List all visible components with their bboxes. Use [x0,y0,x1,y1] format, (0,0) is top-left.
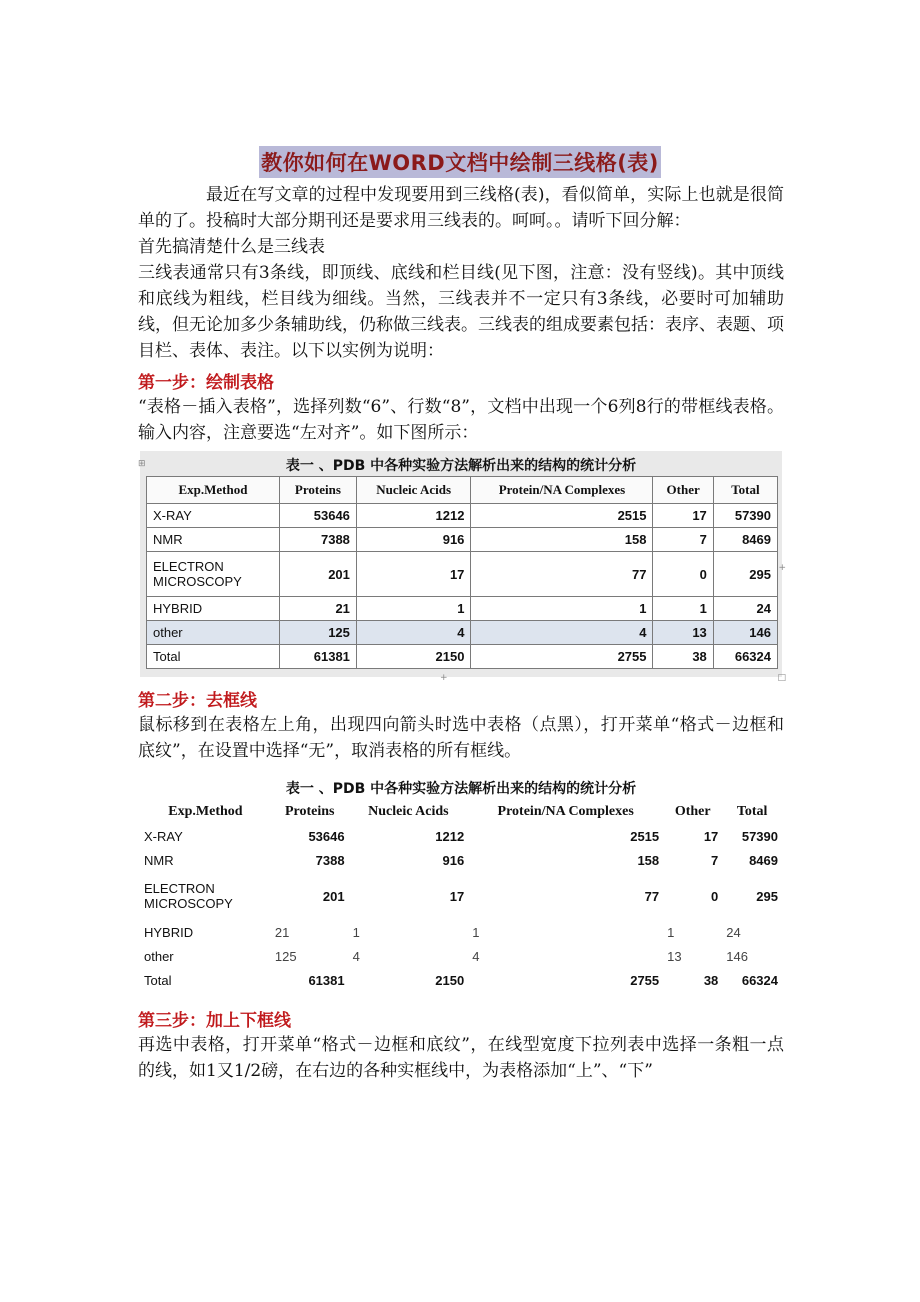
cell-other: 7 [653,528,713,552]
header-complexes: Protein/NA Complexes [497,804,634,819]
header-nucleic-acids: Nucleic Acids [356,477,471,504]
table-move-handle-icon[interactable]: ⊞ [138,459,146,469]
table-row [140,944,782,968]
cell-other: 0 [653,552,713,597]
cell-other: 38 [703,972,719,988]
header-total: Total [713,477,777,504]
document-title [0,146,920,178]
borderless-table-caption: 表一 、PDB 中各种实验方法解析出来的结构的统计分析 [285,781,637,797]
cell-method-line1: ELECTRON [144,881,215,896]
cell-total: 295 [713,552,777,597]
document-title-text: 教你如何在WORD文档中绘制三线格(表) [259,146,661,178]
cell-other: 17 [703,828,719,844]
cell-method: HYBRID [144,924,194,940]
table-corner-handle-icon[interactable]: □ [777,673,786,683]
cell-method: Total [144,972,172,988]
cell-method: X-RAY [147,504,280,528]
borderless-table[interactable] [140,800,782,992]
step2-heading: 第二步：去框线 [138,691,257,711]
cell-method-line2: MICROSCOPY [153,574,242,589]
table-resize-handle-icon[interactable]: + [778,563,786,573]
header-other: Other [674,804,711,819]
cell-method: NMR [147,528,280,552]
cell-method-line1: ELECTRON [153,559,224,574]
cell-proteins: 61381 [308,972,345,988]
step1-text: “表格－插入表格”，选择列数“6”、行数“8”，文档中出现一个6列8行的带框线表格。输入内容，注意要选“左对齐”。如下图所示： [138,397,784,443]
cell-complexes: 77 [644,888,660,904]
cell-total: 57390 [713,504,777,528]
cell-other: 7 [711,852,719,868]
cell-other: 13 [653,621,713,645]
cell-method: Total [147,645,280,669]
cell-complexes: 77 [471,552,653,597]
cell-nucleic: 1 [352,924,360,940]
header-exp-method: Exp.Method [147,477,280,504]
cell-total: 66324 [741,972,778,988]
cell-nucleic: 2150 [435,972,465,988]
cell-nucleic: 1212 [356,504,471,528]
header-nucleic-acids: Nucleic Acids [368,804,449,819]
cell-complexes: 2515 [630,828,660,844]
cell-complexes: 4 [472,948,480,964]
table-row-resize-handle-icon[interactable]: + [440,673,448,683]
cell-total: 295 [756,888,778,904]
table-row [147,552,778,597]
cell-other: 0 [711,888,719,904]
table-row [140,824,782,848]
intro-paragraph-3: 三线表通常只有3条线，即顶线、底线和栏目线(见下图，注意：没有竖线)。其中顶线和底线为粗线，栏目线为细线。当然，三线表并不一定只有3条线，必要时可加辅助线，但无论加多少条辅助线，仍称做三线表。三线表的组成要素包括：表序、表题、项目栏、表体、表注。以下以实例为说明： [138,263,784,361]
header-complexes: Protein/NA Complexes [471,477,653,504]
cell-proteins: 201 [279,552,356,597]
cell-nucleic: 916 [356,528,471,552]
cell-complexes: 1 [471,597,653,621]
cell-method [147,552,280,597]
cell-total: 146 [713,621,777,645]
table-row [140,968,782,992]
bordered-table[interactable] [146,476,778,669]
cell-complexes: 2755 [471,645,653,669]
cell-total: 8469 [749,852,778,868]
cell-nucleic: 1212 [435,828,465,844]
intro-paragraph-1: 最近在写文章的过程中发现要用到三线格(表)，看似简单，实际上也就是很简单的了。投稿时大部分期刊还是要求用三线表的。呵呵。。请听下回分解： [138,185,784,231]
step2-text: 鼠标移到在表格左上角，出现四向箭头时选中表格（点黑），打开菜单“格式－边框和底纹”，在设置中选择“无”，取消表格的所有框线。 [138,715,784,761]
table-row [147,621,778,645]
cell-method [140,872,271,920]
cell-proteins: 21 [279,597,356,621]
cell-other: 13 [667,948,682,964]
step1-heading: 第一步：绘制表格 [138,373,274,393]
cell-other: 1 [653,597,713,621]
cell-proteins: 125 [279,621,356,645]
cell-proteins: 7388 [315,852,345,868]
table-row [147,528,778,552]
cell-proteins: 7388 [279,528,356,552]
table-row [147,645,778,669]
table-row [140,872,782,920]
table-header-row [147,477,778,504]
cell-complexes: 4 [471,621,653,645]
header-other: Other [653,477,713,504]
cell-method: other [144,948,174,964]
bordered-table-caption: 表一 、PDB 中各种实验方法解析出来的结构的统计分析 [285,458,637,474]
cell-total: 24 [713,597,777,621]
intro-section [138,182,784,364]
cell-proteins: 53646 [279,504,356,528]
cell-total: 8469 [713,528,777,552]
header-exp-method: Exp.Method [168,804,243,819]
cell-nucleic: 17 [449,888,465,904]
cell-method: X-RAY [144,828,183,844]
cell-proteins: 201 [322,888,345,904]
step3-heading: 第三步：加上下框线 [138,1011,291,1031]
cell-proteins: 53646 [308,828,345,844]
cell-complexes: 1 [472,924,480,940]
step3-text: 再选中表格，打开菜单“格式－边框和底纹”，在线型宽度下拉列表中选择一条粗一点的线，如1又1/2磅，在右边的各种实框线中，为表格添加“上”、“下” [138,1035,784,1081]
header-total: Total [736,804,768,819]
cell-nucleic: 1 [356,597,471,621]
cell-proteins: 61381 [279,645,356,669]
cell-nucleic: 4 [352,948,360,964]
cell-total: 66324 [713,645,777,669]
cell-total: 24 [726,924,741,940]
cell-nucleic: 916 [442,852,465,868]
cell-method: HYBRID [147,597,280,621]
intro-paragraph-2: 首先搞清楚什么是三线表 [138,237,325,257]
cell-total: 57390 [741,828,778,844]
cell-proteins: 21 [274,924,290,940]
table-row [140,848,782,872]
cell-nucleic: 2150 [356,645,471,669]
cell-nucleic: 17 [356,552,471,597]
cell-other: 17 [653,504,713,528]
cell-complexes: 2755 [630,972,660,988]
cell-complexes: 158 [637,852,660,868]
table-header-row [140,800,782,824]
cell-other: 38 [653,645,713,669]
bordered-table-figure [138,451,786,683]
cell-total: 146 [726,948,748,964]
cell-complexes: 2515 [471,504,653,528]
cell-complexes: 158 [471,528,653,552]
header-proteins: Proteins [284,804,335,819]
table-row [147,504,778,528]
table-row [147,597,778,621]
cell-method-line2: MICROSCOPY [144,896,233,911]
cell-method: other [147,621,280,645]
header-proteins: Proteins [279,477,356,504]
borderless-table-figure [140,775,782,993]
table-row [140,920,782,944]
cell-proteins: 125 [274,948,297,964]
cell-nucleic: 4 [356,621,471,645]
cell-other: 1 [667,924,675,940]
cell-method: NMR [144,852,174,868]
